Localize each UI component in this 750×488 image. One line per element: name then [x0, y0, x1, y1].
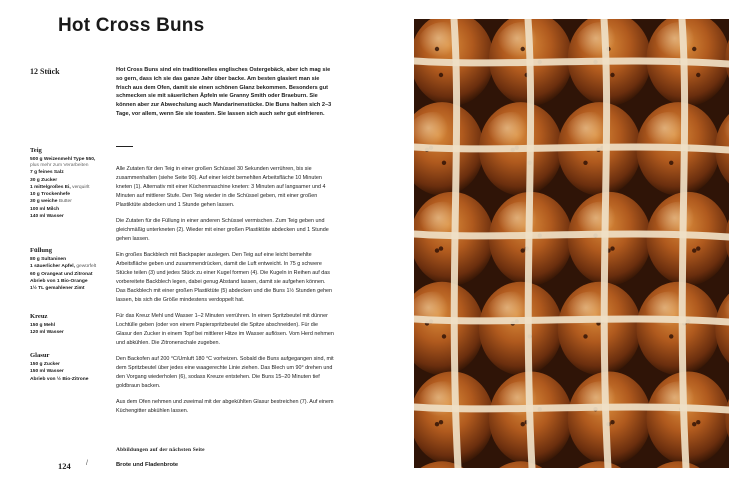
page-number: 124	[58, 461, 71, 471]
section-title: Brote und Fladenbrote	[116, 462, 179, 468]
bun	[479, 282, 563, 375]
ingredient-group-heading: Kreuz	[30, 313, 48, 320]
bun	[568, 192, 652, 285]
cross-line-vertical	[604, 19, 608, 468]
cross-line-horizontal	[414, 319, 729, 322]
cross-line-horizontal	[414, 407, 729, 410]
buns-image	[414, 19, 729, 468]
ingredient-item: 30 g weiche Butter	[30, 199, 72, 205]
ingredients-fuellung	[30, 246, 108, 292]
recipe-intro: Hot Cross Buns sind ein traditionelles englisches Ostergebäck, aber ich mag sie so gern, dass ich sie das ganze Jahr über backe. Am besten glasiert man sie frisch aus dem Ofen, damit sie einen schönen Glanz bekommen. Besonders gut schmecken sie mit säuerlichen Äpfeln wie Granny Smith oder Braeburn. Sie können aber zur Abwechslung auch Mandarinenstücke. Die Buns halten sich 2–3 Tage, vor allem, wenn Sie sie toasten. Sie lassen sich auch sehr gut einfrieren.	[116, 67, 332, 117]
ingredient-item: 60 g Orangeat und Zitronat	[30, 271, 93, 277]
ingredients-glasur	[30, 351, 108, 383]
ingredient-item: 100 ml Milch	[30, 206, 60, 212]
ingredients-teig	[30, 146, 108, 220]
ingredient-group-heading: Teig	[30, 147, 42, 154]
ingredient-item: 10 g Trockenhefe	[30, 192, 70, 198]
method-step: Für das Kreuz Mehl und Wasser 1–2 Minuten verrühren. In einen Spritzbeutel mit dünner Lochtülle geben (oder von einem Papierspritzbeutel die Spitze abschneiden). Für die Glasur den Zucker in einem Topf bei mittlerer Hitze im Wasser auflösen. Vom Herd nehmen und abkühlen. Die Zitronenschale zugeben.	[116, 313, 334, 346]
bun	[558, 282, 642, 375]
ingredient-item: 1½ TL gemahlener Zimt	[30, 286, 85, 292]
bun	[636, 282, 720, 375]
ingredient-item: 150 g Mehl	[30, 323, 56, 328]
cross-line-horizontal	[414, 61, 729, 64]
ingredient-item: 150 ml Wasser	[30, 369, 64, 375]
ingredient-item: 140 ml Wasser	[30, 214, 64, 220]
ingredient-item: 7 g feines Salz	[30, 170, 64, 176]
method-step: Aus dem Ofen nehmen und zweimal mit der abgekühlten Glasur bestreichen (7). Auf einem Küchengitter abkühlen lassen.	[116, 399, 334, 414]
ingredient-item: Abrieb von 1 Bio-Orange	[30, 278, 88, 284]
recipe-title: Hot Cross Buns	[58, 15, 205, 36]
ingredient-item: 80 g Sultaninen	[30, 257, 67, 262]
ingredient-item: 30 g Zucker	[30, 177, 58, 183]
cross-line-vertical	[454, 19, 458, 468]
method-steps	[116, 165, 334, 423]
method-step: Den Backofen auf 200 °C/Umluft 180 °C vorheizen. Sobald die Buns aufgegangen sind, mit dem Spritzbeutel über jedes eine waagerechte Linie ziehen. Das Blech um 90° drehen und den Vorgang wiederholen (6), sodass Kreuze entstehen. Die Buns 15–20 Minuten tief goldbraun backen.	[116, 356, 334, 389]
ingredient-item: 120 ml Wasser	[30, 330, 64, 336]
illustrations-note: Abbildungen auf der nächsten Seite	[116, 447, 205, 453]
divider	[116, 146, 133, 147]
servings: 12 Stück	[30, 67, 60, 76]
page-slash: /	[86, 460, 88, 467]
ingredient-item: 500 g Weizenmehl Type 550, plus mehr zum Verarbeiten	[30, 157, 96, 169]
ingredient-item: 1 mittelgroßes Ei, verquirlt	[30, 184, 90, 190]
ingredient-item: Abrieb von ½ Bio-Zitrone	[30, 376, 89, 382]
cross-line-horizontal	[414, 234, 729, 237]
ingredient-group-heading: Füllung	[30, 247, 52, 254]
ingredients-kreuz	[30, 312, 108, 337]
cross-line-horizontal	[414, 147, 729, 150]
ingredient-item: 1 säuerlicher Apfel, gewürfelt	[30, 264, 97, 270]
hot-cross-buns-photo	[414, 19, 729, 468]
ingredient-group-heading: Glasur	[30, 352, 50, 359]
method-step: Alle Zutaten für den Teig in einer großen Schüssel 30 Sekunden verrühren, bis sie zusammenhalten (siehe Seite 90). Auf einer leicht bemehlten Arbeitsfläche 10 Minuten kneten (1). Alternativ mit einer Küchenmaschine kneten: 3 Minuten auf langsamer und 4 Minuten auf mittlerer Stufe. Den Teig wieder in die Schüssel geben, mit einer großen Plastiktüte abdecken und 1 Stunde gehen lassen.	[116, 166, 326, 208]
method-step: Die Zutaten für die Füllung in einer anderen Schüssel vermischen. Zum Teig geben und gleichmäßig unterkneten (2). Wieder mit einer großen Plastiktüte abdecken und 1 Stunde gehen lassen.	[116, 218, 329, 242]
cross-line-vertical	[528, 19, 532, 468]
method-step: Ein großes Backblech mit Backpapier auslegen. Den Teig auf eine leicht bemehlte Arbeitsfläche geben und zusammendrücken, damit die Luft entweicht. In 75 g schwere Stücke teilen (3) und jedes Stück zu einer Kugel formen (4). Die Kugeln in Reihen auf das vorbereitete Backblech legen, dabei genug Abstand lassen, damit sie aufgehen können. Das Backblech mit einer großen Plastiktüte (5) abdecken und die Buns 1½ Stunden gehen lassen, bis sich die Größe mindestens verdoppelt hat.	[116, 252, 333, 303]
ingredient-item: 150 g Zucker	[30, 362, 60, 367]
cross-line-vertical	[682, 19, 686, 468]
